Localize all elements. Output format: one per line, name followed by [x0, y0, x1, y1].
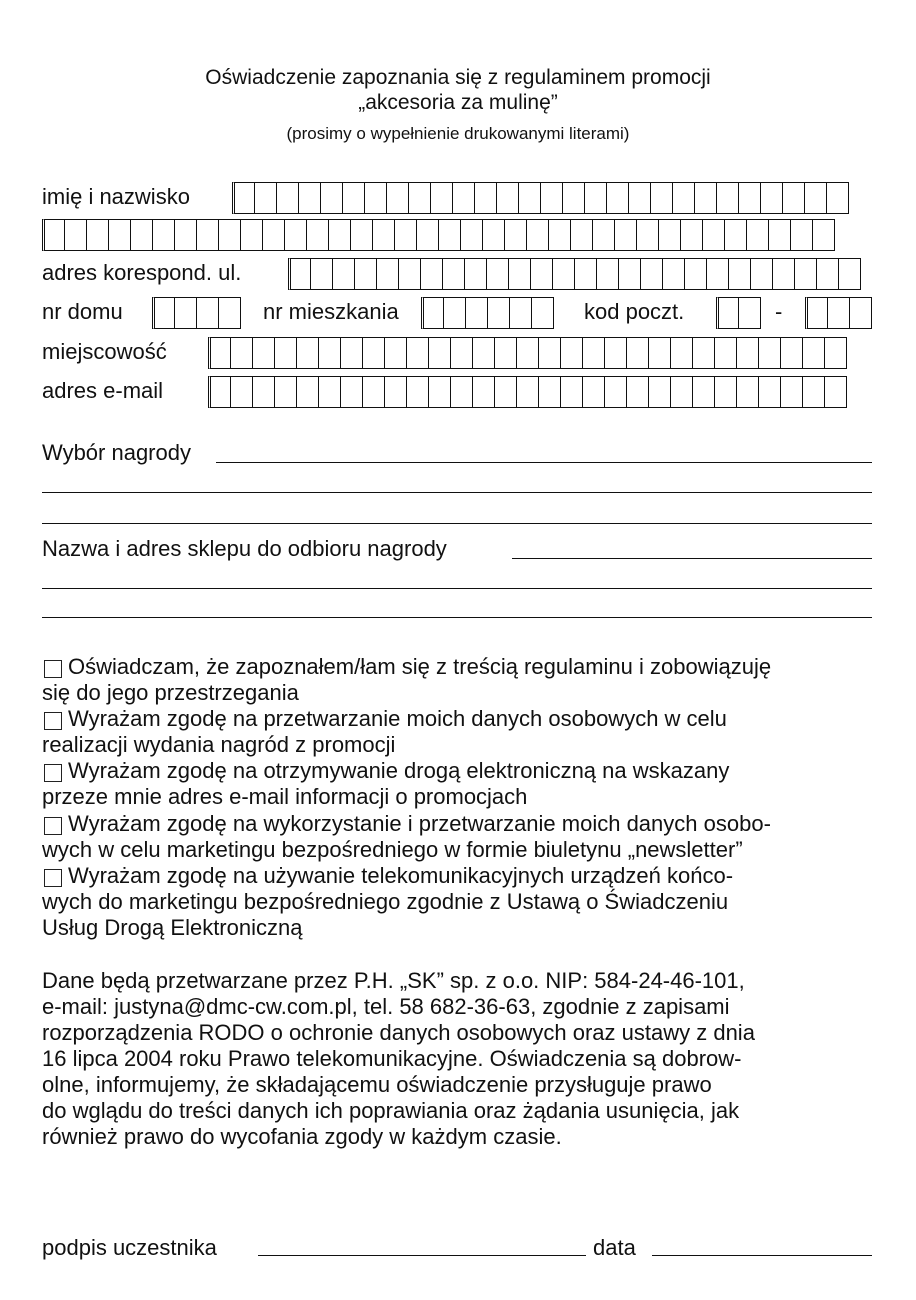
- privacy-line-1: Dane będą przetwarzane przez P.H. „SK” sp. z o.o. NIP: 584-24-46-101,: [42, 968, 745, 993]
- consent-2-text-1: Wyrażam zgodę na przetwarzanie moich danych osobowych w celu: [68, 706, 727, 731]
- char-box[interactable]: [252, 337, 275, 369]
- char-box[interactable]: [516, 376, 539, 408]
- char-box[interactable]: [538, 376, 561, 408]
- char-box[interactable]: [716, 297, 739, 329]
- char-box[interactable]: [750, 258, 773, 290]
- name-boxes-row1[interactable]: [232, 182, 848, 214]
- char-box[interactable]: [628, 182, 651, 214]
- date-label: data: [593, 1235, 636, 1260]
- char-box[interactable]: [328, 219, 351, 251]
- char-box[interactable]: [152, 219, 175, 251]
- char-box[interactable]: [694, 182, 717, 214]
- char-box[interactable]: [531, 297, 554, 329]
- privacy-line-5: olne, informujemy, że składającemu oświadczenie przysługuje prawo: [42, 1072, 712, 1097]
- char-box[interactable]: [760, 182, 783, 214]
- char-box[interactable]: [376, 258, 399, 290]
- consent-2-checkbox[interactable]: [44, 712, 62, 730]
- form-title: Oświadczenie zapoznania się z regulaminem promocji: [205, 66, 711, 89]
- char-box[interactable]: [230, 337, 253, 369]
- char-box[interactable]: [318, 376, 341, 408]
- char-box[interactable]: [618, 258, 641, 290]
- postal-code-boxes-a[interactable]: [716, 297, 760, 329]
- char-box[interactable]: [152, 297, 175, 329]
- char-box[interactable]: [650, 182, 673, 214]
- postal-code-boxes-b[interactable]: [805, 297, 871, 329]
- char-box[interactable]: [584, 182, 607, 214]
- char-box[interactable]: [298, 182, 321, 214]
- name-boxes-row2[interactable]: [42, 219, 834, 251]
- char-box[interactable]: [64, 219, 87, 251]
- char-box[interactable]: [626, 376, 649, 408]
- char-box[interactable]: [552, 258, 575, 290]
- char-box[interactable]: [386, 182, 409, 214]
- char-box[interactable]: [582, 337, 605, 369]
- char-box[interactable]: [406, 376, 429, 408]
- char-box[interactable]: [443, 297, 466, 329]
- date-line[interactable]: [652, 1255, 872, 1256]
- fill-note: (prosimy o wypełnienie drukowanymi literami): [286, 124, 630, 143]
- char-box[interactable]: [428, 376, 451, 408]
- char-box[interactable]: [482, 219, 505, 251]
- char-box[interactable]: [518, 182, 541, 214]
- char-box[interactable]: [604, 337, 627, 369]
- char-box[interactable]: [452, 182, 475, 214]
- city-label: miejscowość: [42, 339, 167, 364]
- char-box[interactable]: [318, 337, 341, 369]
- prize-line-3[interactable]: [42, 523, 872, 524]
- char-box[interactable]: [816, 258, 839, 290]
- consent-2-text-2: realizacji wydania nagród z promocji: [42, 732, 396, 757]
- char-box[interactable]: [604, 376, 627, 408]
- char-box[interactable]: [254, 182, 277, 214]
- char-box[interactable]: [538, 337, 561, 369]
- char-box[interactable]: [562, 182, 585, 214]
- char-box[interactable]: [284, 219, 307, 251]
- char-box[interactable]: [350, 219, 373, 251]
- char-box[interactable]: [394, 219, 417, 251]
- char-box[interactable]: [714, 376, 737, 408]
- char-box[interactable]: [460, 219, 483, 251]
- char-box[interactable]: [805, 297, 828, 329]
- house-number-boxes[interactable]: [152, 297, 240, 329]
- char-box[interactable]: [232, 182, 255, 214]
- char-box[interactable]: [130, 219, 153, 251]
- char-box[interactable]: [420, 258, 443, 290]
- char-box[interactable]: [408, 182, 431, 214]
- signature-label: podpis uczestnika: [42, 1235, 217, 1260]
- char-box[interactable]: [714, 337, 737, 369]
- char-box[interactable]: [670, 376, 693, 408]
- char-box[interactable]: [716, 182, 739, 214]
- char-box[interactable]: [474, 182, 497, 214]
- char-box[interactable]: [736, 337, 759, 369]
- signature-line[interactable]: [258, 1255, 586, 1256]
- char-box[interactable]: [430, 182, 453, 214]
- shop-line-2[interactable]: [42, 588, 872, 589]
- char-box[interactable]: [838, 258, 861, 290]
- char-box[interactable]: [782, 182, 805, 214]
- consent-5-text-3: Usług Drogą Elektroniczną: [42, 915, 303, 940]
- promo-name: „akcesoria za mulinę”: [358, 91, 558, 114]
- char-box[interactable]: [560, 337, 583, 369]
- shop-label: Nazwa i adres sklepu do odbioru nagrody: [42, 536, 447, 561]
- char-box[interactable]: [428, 337, 451, 369]
- char-box[interactable]: [230, 376, 253, 408]
- char-box[interactable]: [450, 376, 473, 408]
- char-box[interactable]: [824, 337, 847, 369]
- char-box[interactable]: [526, 219, 549, 251]
- street-label: adres korespond. ul.: [42, 260, 242, 285]
- char-box[interactable]: [174, 297, 197, 329]
- consent-4-checkbox[interactable]: [44, 817, 62, 835]
- char-box[interactable]: [849, 297, 872, 329]
- char-box[interactable]: [438, 219, 461, 251]
- char-box[interactable]: [802, 376, 825, 408]
- char-box[interactable]: [465, 297, 488, 329]
- char-box[interactable]: [42, 219, 65, 251]
- char-box[interactable]: [362, 337, 385, 369]
- char-box[interactable]: [804, 182, 827, 214]
- prize-line-2[interactable]: [42, 492, 872, 493]
- char-box[interactable]: [362, 376, 385, 408]
- char-box[interactable]: [508, 258, 531, 290]
- char-box[interactable]: [758, 337, 781, 369]
- consent-3-checkbox[interactable]: [44, 764, 62, 782]
- char-box[interactable]: [736, 376, 759, 408]
- char-box[interactable]: [320, 182, 343, 214]
- consent-1-text-2: się do jego przestrzegania: [42, 680, 299, 705]
- char-box[interactable]: [340, 376, 363, 408]
- email-label: adres e-mail: [42, 378, 164, 403]
- consent-3-text-1: Wyrażam zgodę na otrzymywanie drogą elektroniczną na wskazany: [68, 758, 730, 783]
- char-box[interactable]: [504, 219, 527, 251]
- char-box[interactable]: [196, 297, 219, 329]
- prize-line-1[interactable]: [216, 462, 872, 463]
- consent-3-text-2: przeze mnie adres e-mail informacji o promocjach: [42, 784, 528, 809]
- char-box[interactable]: [826, 182, 849, 214]
- char-box[interactable]: [108, 219, 131, 251]
- char-box[interactable]: [540, 182, 563, 214]
- char-box[interactable]: [494, 337, 517, 369]
- char-box[interactable]: [570, 219, 593, 251]
- char-box[interactable]: [582, 376, 605, 408]
- char-box[interactable]: [516, 337, 539, 369]
- flat-number-boxes[interactable]: [421, 297, 553, 329]
- char-box[interactable]: [306, 219, 329, 251]
- char-box[interactable]: [494, 376, 517, 408]
- consent-5-checkbox[interactable]: [44, 869, 62, 887]
- char-box[interactable]: [592, 219, 615, 251]
- char-box[interactable]: [738, 182, 761, 214]
- char-box[interactable]: [702, 219, 725, 251]
- postal-code-label: kod poczt.: [584, 299, 685, 324]
- char-box[interactable]: [372, 219, 395, 251]
- char-box[interactable]: [648, 337, 671, 369]
- char-box[interactable]: [310, 258, 333, 290]
- char-box[interactable]: [738, 297, 761, 329]
- char-box[interactable]: [240, 219, 263, 251]
- char-box[interactable]: [670, 337, 693, 369]
- char-box[interactable]: [340, 337, 363, 369]
- char-box[interactable]: [472, 337, 495, 369]
- privacy-line-4: 16 lipca 2004 roku Prawo telekomunikacyjne. Oświadczenia są dobrow-: [42, 1046, 742, 1071]
- char-box[interactable]: [560, 376, 583, 408]
- shop-line-3[interactable]: [42, 617, 872, 618]
- char-box[interactable]: [680, 219, 703, 251]
- char-box[interactable]: [288, 258, 311, 290]
- char-box[interactable]: [276, 182, 299, 214]
- char-box[interactable]: [509, 297, 532, 329]
- char-box[interactable]: [640, 258, 663, 290]
- char-box[interactable]: [218, 219, 241, 251]
- prize-label: Wybór nagrody: [42, 440, 191, 465]
- consent-1-checkbox[interactable]: [44, 660, 62, 678]
- name-label: imię i nazwisko: [42, 184, 190, 209]
- char-box[interactable]: [450, 337, 473, 369]
- char-box[interactable]: [606, 182, 629, 214]
- char-box[interactable]: [208, 376, 231, 408]
- consent-1-text-1: Oświadczam, że zapoznałem/łam się z treścią regulaminu i zobowiązuję: [68, 654, 772, 679]
- char-box[interactable]: [614, 219, 637, 251]
- char-box[interactable]: [218, 297, 241, 329]
- char-box[interactable]: [728, 258, 751, 290]
- char-box[interactable]: [596, 258, 619, 290]
- privacy-line-6: do wglądu do treści danych ich poprawiania oraz żądania usunięcia, jak: [42, 1098, 740, 1123]
- consent-4-text-2: wych w celu marketingu bezpośredniego w formie biuletynu „newsletter”: [42, 837, 743, 862]
- char-box[interactable]: [416, 219, 439, 251]
- consent-5-text-1: Wyrażam zgodę na używanie telekomunikacyjnych urządzeń końco-: [68, 863, 734, 888]
- char-box[interactable]: [342, 182, 365, 214]
- char-box[interactable]: [658, 219, 681, 251]
- char-box[interactable]: [86, 219, 109, 251]
- privacy-line-2: e-mail: justyna@dmc-cw.com.pl, tel. 58 682-36-63, zgodnie z zapisami: [42, 994, 730, 1019]
- char-box[interactable]: [780, 337, 803, 369]
- char-box[interactable]: [196, 219, 219, 251]
- char-box[interactable]: [530, 258, 553, 290]
- char-box[interactable]: [802, 337, 825, 369]
- char-box[interactable]: [724, 219, 747, 251]
- shop-line-1[interactable]: [512, 558, 872, 559]
- char-box[interactable]: [384, 376, 407, 408]
- char-box[interactable]: [174, 219, 197, 251]
- char-box[interactable]: [354, 258, 377, 290]
- flat-number-label: nr mieszkania: [263, 299, 399, 324]
- consent-4-text-1: Wyrażam zgodę na wykorzystanie i przetwarzanie moich danych osobo-: [68, 811, 771, 836]
- char-box[interactable]: [406, 337, 429, 369]
- char-box[interactable]: [274, 337, 297, 369]
- postal-code-dash: -: [775, 299, 783, 324]
- char-box[interactable]: [648, 376, 671, 408]
- street-boxes[interactable]: [288, 258, 860, 290]
- char-box[interactable]: [672, 182, 695, 214]
- char-box[interactable]: [296, 337, 319, 369]
- city-boxes[interactable]: [208, 337, 846, 369]
- char-box[interactable]: [746, 219, 769, 251]
- char-box[interactable]: [827, 297, 850, 329]
- char-box[interactable]: [252, 376, 275, 408]
- char-box[interactable]: [758, 376, 781, 408]
- char-box[interactable]: [706, 258, 729, 290]
- char-box[interactable]: [464, 258, 487, 290]
- char-box[interactable]: [442, 258, 465, 290]
- char-box[interactable]: [684, 258, 707, 290]
- char-box[interactable]: [768, 219, 791, 251]
- char-box[interactable]: [486, 258, 509, 290]
- char-box[interactable]: [790, 219, 813, 251]
- char-box[interactable]: [364, 182, 387, 214]
- consent-5-text-2: wych do marketingu bezpośredniego zgodnie z Ustawą o Świadczeniu: [42, 889, 729, 914]
- char-box[interactable]: [548, 219, 571, 251]
- privacy-line-3: rozporządzenia RODO o ochronie danych osobowych oraz ustawy z dnia: [42, 1020, 755, 1045]
- char-box[interactable]: [626, 337, 649, 369]
- char-box[interactable]: [398, 258, 421, 290]
- privacy-line-7: również prawo do wycofania zgody w każdym czasie.: [42, 1124, 562, 1149]
- char-box[interactable]: [496, 182, 519, 214]
- char-box[interactable]: [208, 337, 231, 369]
- char-box[interactable]: [692, 337, 715, 369]
- char-box[interactable]: [574, 258, 597, 290]
- char-box[interactable]: [662, 258, 685, 290]
- char-box[interactable]: [384, 337, 407, 369]
- char-box[interactable]: [692, 376, 715, 408]
- char-box[interactable]: [296, 376, 319, 408]
- char-box[interactable]: [262, 219, 285, 251]
- char-box[interactable]: [332, 258, 355, 290]
- char-box[interactable]: [636, 219, 659, 251]
- email-boxes[interactable]: [208, 376, 846, 408]
- char-box[interactable]: [824, 376, 847, 408]
- char-box[interactable]: [487, 297, 510, 329]
- char-box[interactable]: [472, 376, 495, 408]
- char-box[interactable]: [421, 297, 444, 329]
- house-number-label: nr domu: [42, 299, 123, 324]
- char-box[interactable]: [772, 258, 795, 290]
- char-box[interactable]: [780, 376, 803, 408]
- char-box[interactable]: [794, 258, 817, 290]
- char-box[interactable]: [812, 219, 835, 251]
- char-box[interactable]: [274, 376, 297, 408]
